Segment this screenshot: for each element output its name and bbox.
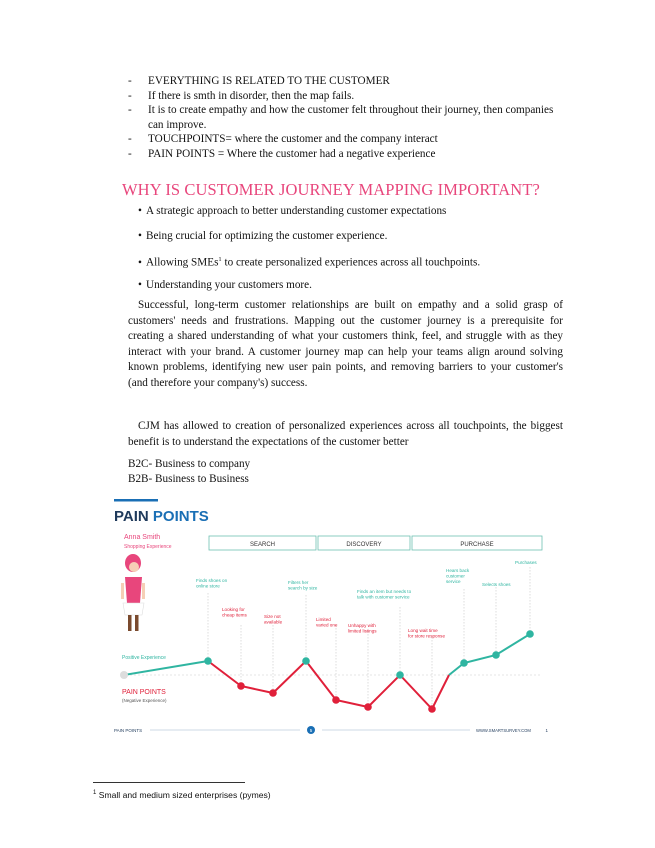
list-item: - EVERYTHING IS RELATED TO THE CUSTOMER: [128, 75, 390, 87]
footnote-ref[interactable]: 1: [218, 256, 222, 263]
bullet-item: • A strategic approach to better understanding customer expectations: [138, 205, 447, 217]
annotation: Long wait time for store response: [408, 628, 446, 639]
annotation: Filters her search by size: [288, 580, 318, 591]
bullet-item: • Understanding your customers more.: [138, 278, 312, 291]
paragraph: Successful, long-term customer relationships are built on empathy and a solid grasp of customers' needs and frustrations. Mapping out the customer journey is a prerequisite for creating a shared understanding of what your customers think, feel, and struggle with as they interact with your brand. A customer journey map can help your teams align around solving known problems, identifying new user pain points, and removing barriers to your customer's (and therefore your company's) success.: [128, 299, 563, 389]
footnote-divider: [93, 782, 245, 783]
footnote: $^1$ Small and medium sized enterprises (pymes): [93, 790, 271, 800]
list-item: - TOUCHPOINTS= where the customer and the company interact: [128, 133, 438, 146]
annotation: Unhappy with limited listings: [348, 623, 377, 634]
infographic-page-number: 1: [545, 728, 548, 733]
b2b-definition: B2B- Business to Business: [128, 473, 249, 485]
section-heading: WHY IS CUSTOMER JOURNEY MAPPING IMPORTANT?: [122, 180, 540, 199]
pain-sublabel: (Negative Experience): [122, 698, 167, 703]
infographic-footer-left: PAIN POINTS: [114, 728, 143, 733]
bullet-item: • Allowing SMEs$^1$ to create personalized experiences across all touchpoints.: [138, 256, 481, 269]
infographic-title: PAIN POINTS: [114, 508, 209, 525]
paragraph: CJM has allowed to creation of personalized experiences across all touchpoints, the biggest benefit is to understand the expectations of the customer better: [128, 420, 563, 448]
annotation: Purchases: [515, 560, 537, 565]
annotation: Selects shoes: [482, 582, 511, 587]
annotation: Size not available: [264, 614, 283, 625]
annotation: Finds an item but needs to talk with customer service: [357, 589, 412, 600]
persona-name: Anna Smith: [124, 534, 161, 541]
annotation: Limited varied one: [316, 617, 338, 628]
persona-role: Shopping Experience: [124, 544, 172, 550]
stage-label: PURCHASE: [460, 542, 494, 548]
pain-points-infographic: [110, 497, 550, 742]
positive-label: Positive Experience: [122, 655, 166, 661]
bullet-list: [138, 204, 480, 302]
list-item: - PAIN POINTS = Where the customer had a negative experience: [128, 147, 436, 160]
list-item: - If there is smth in disorder, then the map fails.: [128, 89, 355, 102]
annotation: Finds shoes on online store: [196, 578, 228, 589]
list-item: - It is to create empathy and how the customer felt throughout their journey, then companies can improve.: [128, 104, 554, 131]
stage-label: SEARCH: [249, 542, 276, 548]
title-accent-bar: [114, 499, 158, 502]
b2c-definition: B2C- Business to company: [128, 458, 251, 470]
pain-label: PAIN POINTS: [122, 689, 166, 696]
infographic-footer-badge: 5: [309, 728, 313, 733]
annotation: Looking for cheap items: [222, 607, 247, 618]
annotation: Hears back customer service: [446, 568, 470, 584]
bullet-item: • Being crucial for optimizing the customer experience.: [138, 229, 388, 242]
stage-label: DISCOVERY: [346, 542, 382, 548]
infographic-footer-right: WWW.SMARTSURVEY.COM: [476, 728, 531, 733]
dash-list: [128, 74, 568, 162]
